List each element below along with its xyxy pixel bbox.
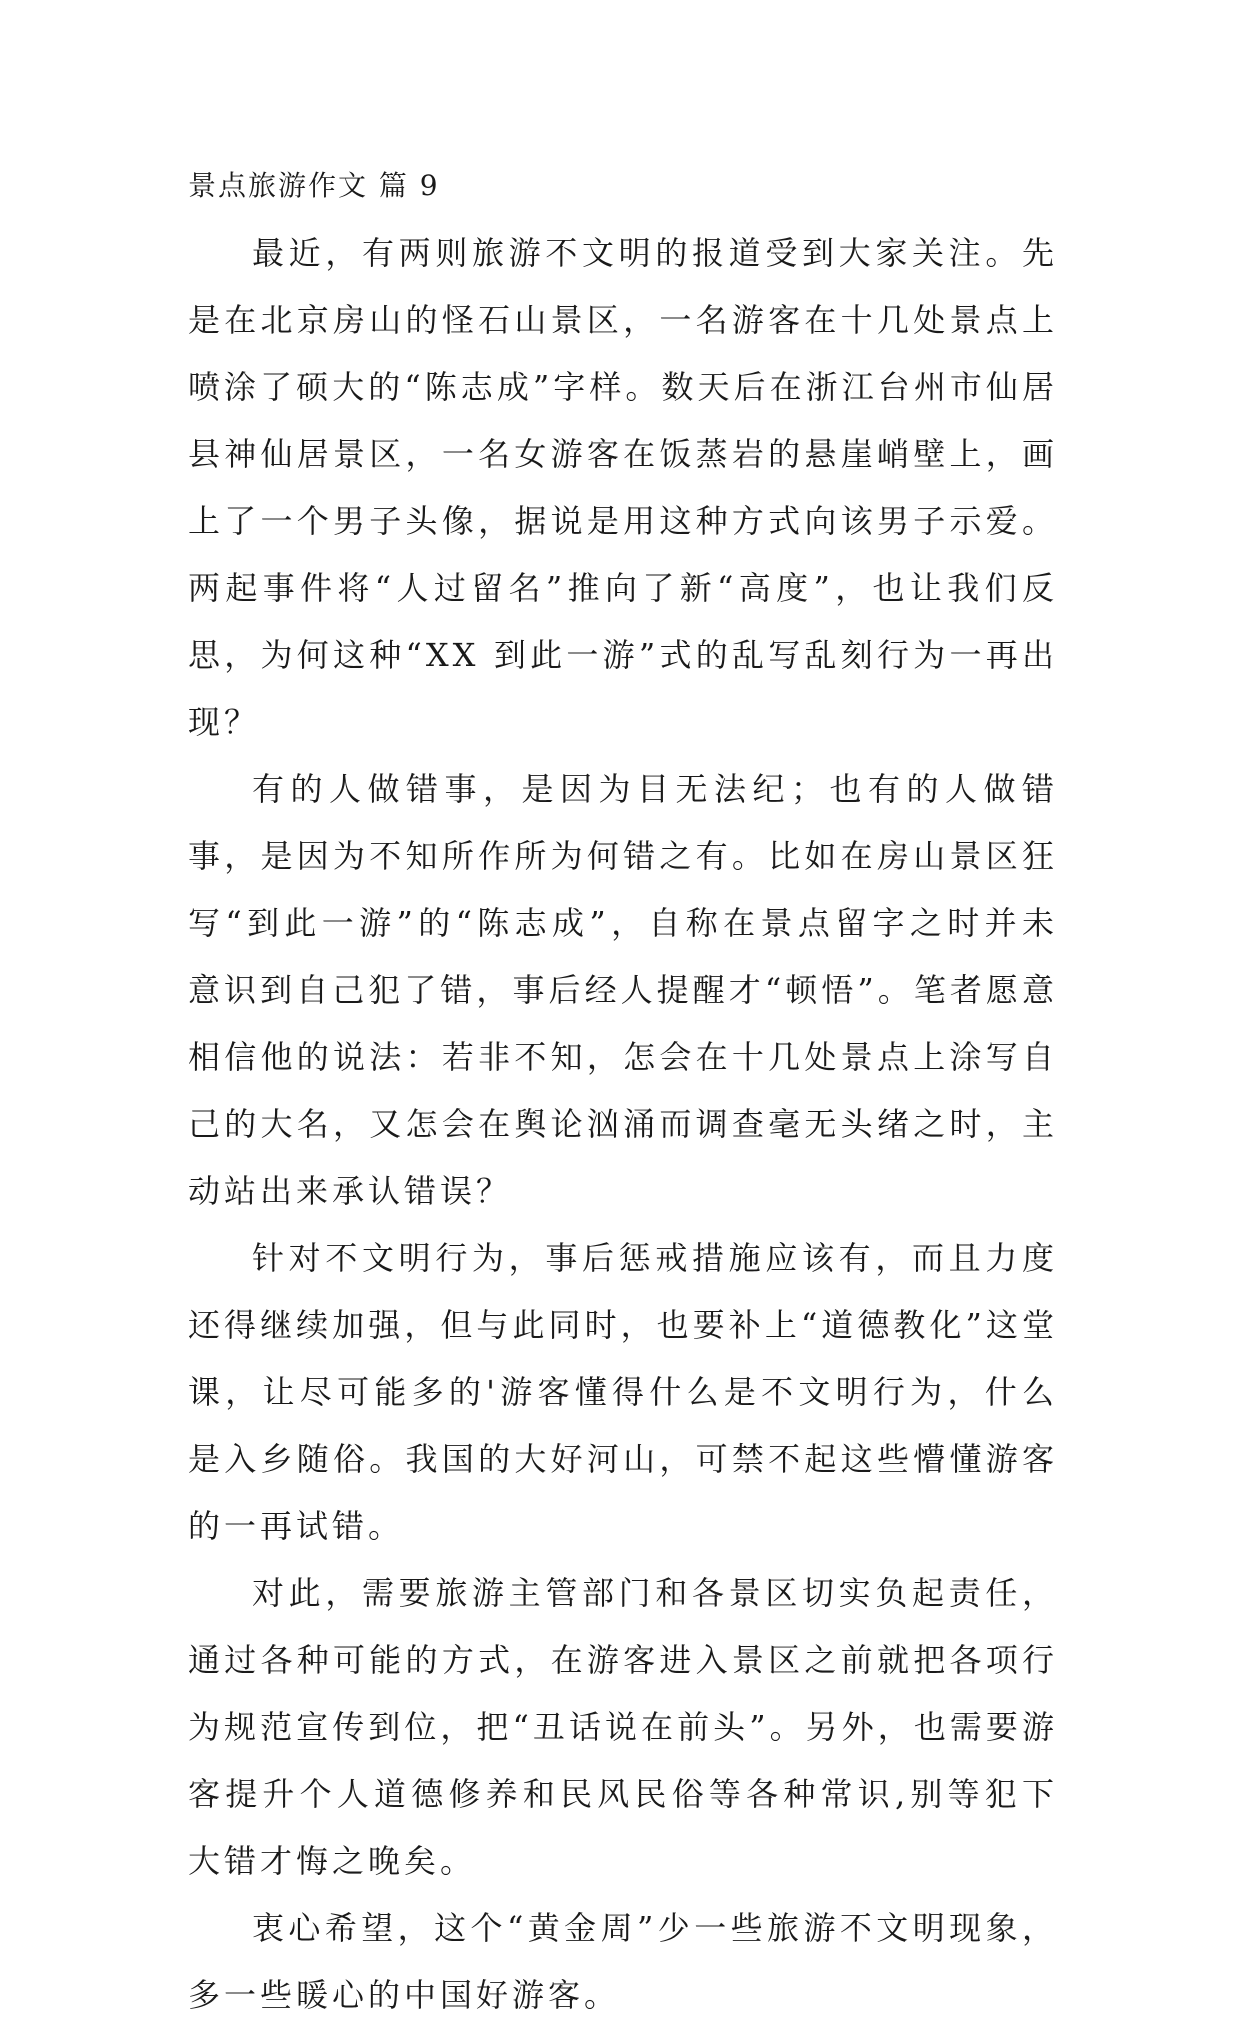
paragraph: 衷心希望，这个“黄金周”少一些旅游不文明现象，多一些暖心的中国好游客。 [188,1909,1058,2014]
document-title: 景点旅游作文 篇 9 [188,169,440,202]
document-body [188,220,1058,2029]
paragraph: 有的人做错事，是因为目无法纪；也有的人做错事，是因为不知所作所为何错之有。比如在房山景区狂写“到此一游”的“陈志成”，自称在景点留字之时并未意识到自己犯了错，事后经人提醒才“顿悟”。笔者愿意相信他的说法：若非不知，怎会在十几处景点上涂写自己的大名，又怎会在舆论汹涌而调查毫无头绪之时，主动站出来承认错误？ [188,770,1058,1210]
paragraph: 对此，需要旅游主管部门和各景区切实负起责任，通过各种可能的方式，在游客进入景区之前就把各项行为规范宣传到位，把“丑话说在前头”。另外，也需要游客提升个人道德修养和民风民俗等各种常识,别等犯下大错才悔之晚矣。 [188,1574,1058,1880]
paragraph: 针对不文明行为，事后惩戒措施应该有，而且力度还得继续加强，但与此同时，也要补上“道德教化”这堂课，让尽可能多的'游客懂得什么是不文明行为，什么是入乡随俗。我国的大好河山，可禁不起这些懵懂游客的一再试错。 [188,1239,1058,1545]
paragraph: 最近，有两则旅游不文明的报道受到大家关注。先是在北京房山的怪石山景区，一名游客在十几处景点上喷涂了硕大的“陈志成”字样。数天后在浙江台州市仙居县神仙居景区，一名女游客在饭蒸岩的悬崖峭壁上，画上了一个男子头像，据说是用这种方式向该男子示爱。两起事件将“人过留名”推向了新“高度”，也让我们反思，为何这种“XX 到此一游”式的乱写乱刻行为一再出现？ [188,234,1058,741]
